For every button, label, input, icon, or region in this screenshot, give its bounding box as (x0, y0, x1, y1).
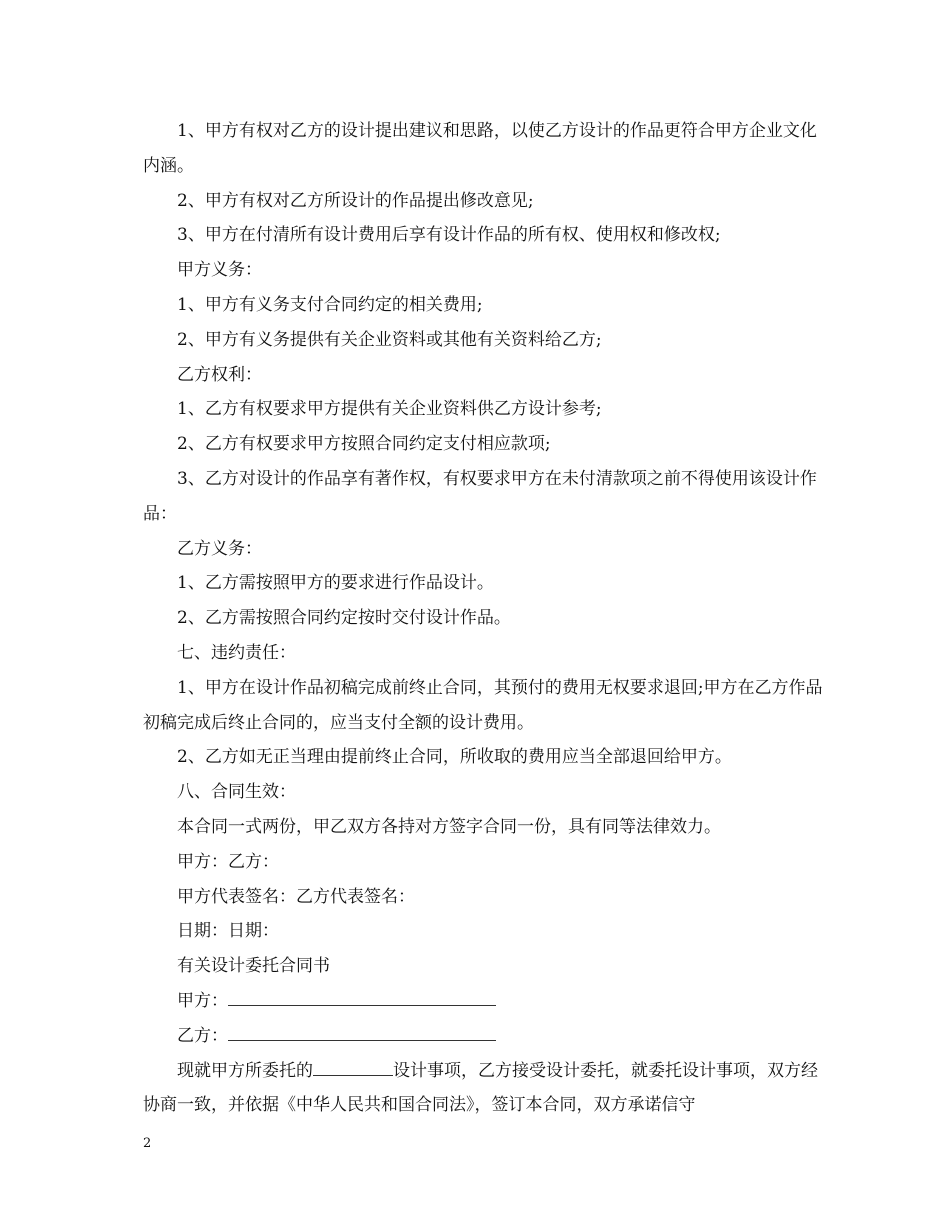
clause-party-a-obligation-1: 1、甲方有义务支付合同约定的相关费用; (177, 294, 483, 315)
clause-party-a-right-2: 2、甲方有权对乙方所设计的作品提出修改意见; (177, 190, 534, 211)
signature-dates: 日期：日期： (177, 921, 279, 942)
contract-body (143, 114, 823, 1123)
intro-paragraph (143, 1054, 823, 1124)
intro-before: 现就甲方所委托的 (177, 1060, 313, 1081)
party-b-label: 乙方： (177, 1025, 228, 1046)
clause-party-b-obligation-2: 2、乙方需按照合同约定按时交付设计作品。 (177, 608, 511, 629)
clause-breach-2: 2、乙方如无正当理由提前终止合同，所收取的费用应当全部退回给甲方。 (177, 747, 732, 768)
heading-party-b-obligations: 乙方义务： (177, 538, 262, 559)
party-a-label: 甲方： (177, 990, 228, 1011)
clause-party-a-right-1: 1、甲方有权对乙方的设计提出建议和思路，以使乙方设计的作品更符合甲方企业文化内涵。 (143, 121, 817, 176)
party-b-blank (228, 1040, 496, 1041)
heading-effectiveness: 八、合同生效： (177, 782, 296, 803)
design-item-blank (313, 1075, 393, 1076)
intro-after: 设计事项，乙方接受设计委托，就委托设计事项，双方经协商一致，并依据《中华人民共和国合同法》，签订本合同，双方承诺信守 (143, 1060, 818, 1116)
clause-party-a-obligation-2: 2、甲方有义务提供有关企业资料或其他有关资料给乙方; (177, 329, 602, 350)
heading-party-a-obligations: 甲方义务： (177, 260, 262, 281)
clause-breach-1: 1、甲方在设计作品初稿完成前终止合同，其预付的费用无权要求退回;甲方在乙方作品初稿完成后终止合同的，应当支付全额的设计费用。 (143, 677, 823, 733)
clause-party-b-obligation-1: 1、乙方需按照甲方的要求进行作品设计。 (177, 573, 494, 594)
heading-breach-liability: 七、违约责任： (177, 642, 296, 663)
clause-party-a-right-3: 3、甲方在付清所有设计费用后享有设计作品的所有权、使用权和修改权; (177, 225, 721, 246)
page-number: 2 (143, 1136, 152, 1151)
party-a-blank (228, 1005, 496, 1006)
signature-representatives: 甲方代表签名：乙方代表签名： (177, 886, 415, 907)
clause-party-b-right-3: 3、乙方对设计的作品享有著作权，有权要求甲方在未付清款项之前不得使用该设计作品： (143, 468, 817, 524)
heading-party-b-rights: 乙方权利： (177, 364, 262, 385)
clause-party-b-right-2: 2、乙方有权要求甲方按照合同约定支付相应款项; (177, 434, 551, 455)
party-b-line (143, 1019, 823, 1054)
clause-party-b-right-1: 1、乙方有权要求甲方提供有关企业资料供乙方设计参考; (177, 399, 602, 420)
party-a-line (143, 984, 823, 1019)
signature-parties: 甲方：乙方： (177, 851, 279, 872)
clause-effectiveness: 本合同一式两份，甲乙双方各持对方签字合同一份，具有同等法律效力。 (177, 816, 721, 837)
contract-title: 有关设计委托合同书 (177, 956, 330, 977)
